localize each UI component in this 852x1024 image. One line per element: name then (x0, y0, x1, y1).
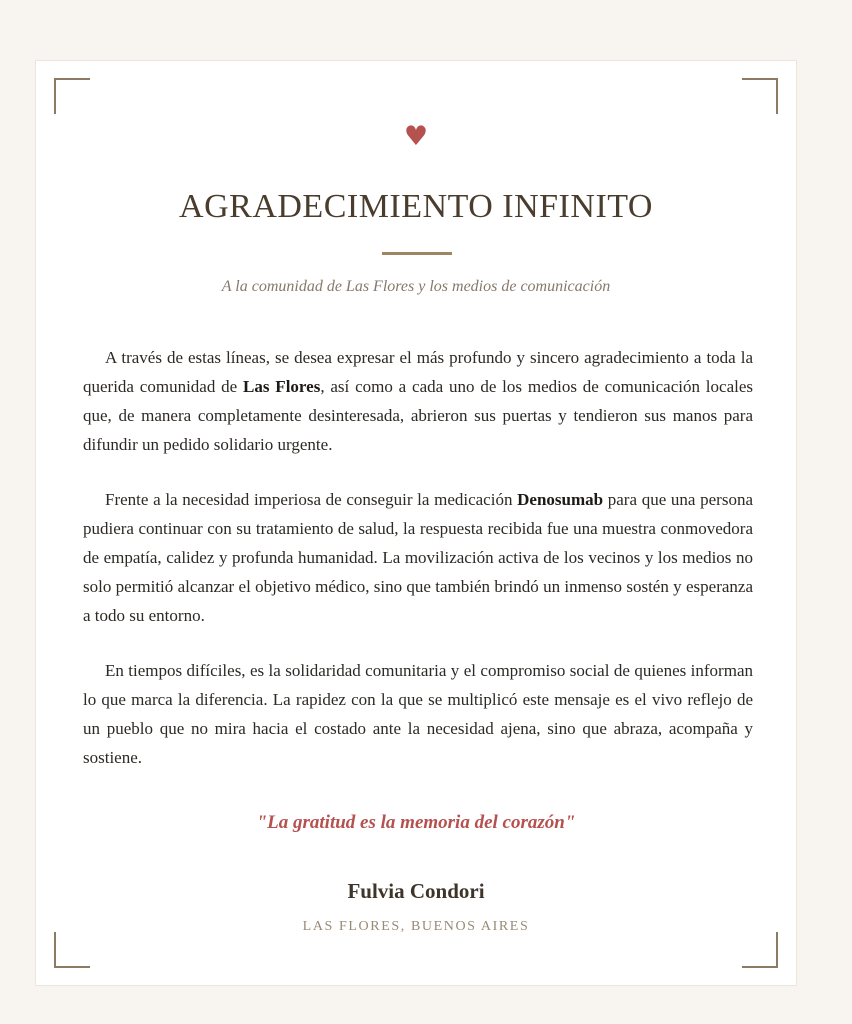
bold-text: Denosumab (517, 490, 604, 509)
quote: "La gratitud es la memoria del corazón" (256, 812, 576, 833)
paragraph-text: A través de estas líneas, se desea expresar el más profundo y sincero agradecimiento a toda la querida comunidad de (83, 348, 753, 396)
signature-name: Fulvia Condori (347, 879, 485, 903)
corner-ornament-bottom-right (742, 932, 778, 968)
bold-text: Las Flores (243, 377, 321, 396)
paragraph (83, 656, 753, 772)
paragraph-text: para que una persona pudiera continuar con su tratamiento de salud, la respuesta recibida fue una muestra conmovedora de empatía, calidez y profunda humanidad. La movilización activa de los vecinos y los medios no solo permitió alcanzar el objetivo médico, sino que también brindó un inmenso sostén y esperanza a todo su entorno. (83, 490, 753, 625)
title-divider (382, 252, 452, 255)
paragraph (83, 343, 753, 459)
heart-icon: ♥ (403, 121, 429, 152)
paragraph-text: Frente a la necesidad imperiosa de conseguir la medicación (105, 490, 518, 509)
corner-ornament-bottom-left (54, 932, 90, 968)
page-title: AGRADECIMIENTO INFINITO (179, 188, 653, 225)
subtitle: A la comunidad de Las Flores y los medios de comunicación (221, 278, 611, 295)
letter-body (83, 343, 753, 798)
paragraph-text: En tiempos difíciles, es la solidaridad comunitaria y el compromiso social de quienes informan lo que marca la diferencia. La rapidez con la que se multiplicó este mensaje es el vivo reflejo de un pueblo que no mira hacia el costado ante la necesidad ajena, sino que abraza, acompaña y sostiene. (83, 661, 753, 767)
signature-location: LAS FLORES, BUENOS AIRES (302, 919, 530, 934)
paragraph-text: , así como a cada uno de los medios de comunicación locales que, de manera completamente desinteresada, abrieron sus puertas y tendieron sus manos para difundir un pedido solidario urgente. (83, 377, 754, 454)
thank-you-card (35, 60, 797, 986)
corner-ornament-top-right (742, 78, 778, 114)
corner-ornament-top-left (54, 78, 90, 114)
paragraph (83, 485, 753, 630)
